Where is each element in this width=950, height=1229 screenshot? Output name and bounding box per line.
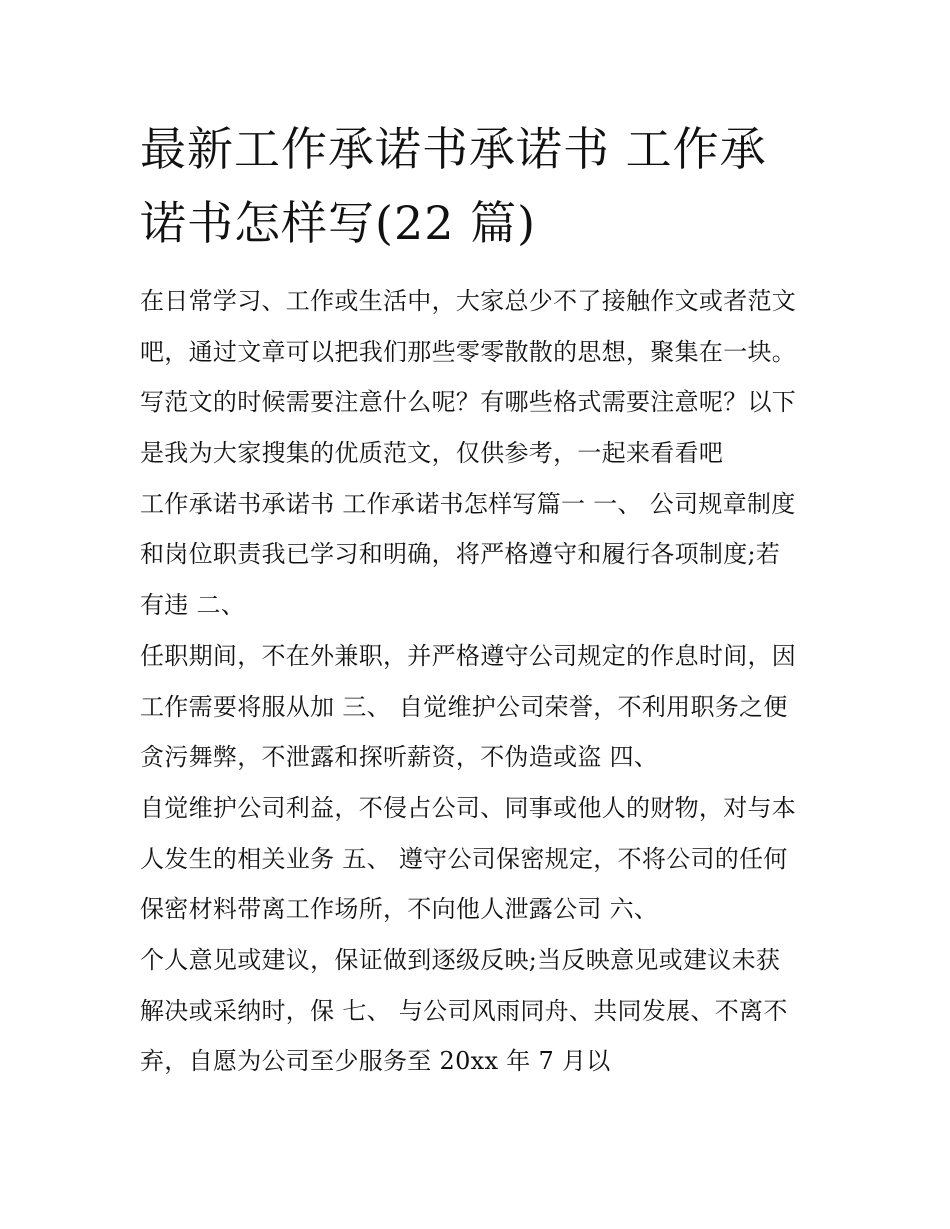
body-line: 是我为大家搜集的优质范文，仅供参考，一起来看看吧 [140, 439, 724, 468]
body-line: 有违 二、 [140, 591, 246, 620]
body-line: 任职期间，不在外兼职，并严格遵守公司规定的作息时间，因 [140, 641, 797, 670]
body-line: 在日常学习、工作或生活中，大家总少不了接触作文或者范文 [140, 287, 797, 315]
body-line: 吧，通过文章可以把我们那些零零散散的思想，聚集在一块。 [140, 337, 797, 366]
title-line: 诺书怎样写(22 篇) [140, 196, 537, 250]
document-title [140, 112, 820, 260]
body-line: 解决或采纳时，保 七、 与公司风雨同舟、共同发展、不离不 [140, 996, 788, 1025]
body-line: 工作承诺书承诺书 工作承诺书怎样写篇一 一、 公司规章制度 [140, 489, 796, 518]
body-line: 人发生的相关业务 五、 遵守公司保密规定，不将公司的任何 [140, 844, 788, 873]
body-line: 保密材料带离工作场所，不向他人泄露公司 六、 [140, 895, 659, 924]
body-line: 和岗位职责我已学习和明确，将严格遵守和履行各项制度;若 [140, 540, 781, 569]
body-line: 自觉维护公司利益，不侵占公司、同事或他人的财物，对与本 [140, 793, 797, 822]
body-line: 写范文的时候需要注意什么呢？有哪些格式需要注意呢？以下 [140, 388, 797, 417]
document-body [140, 276, 840, 1087]
body-line: 工作需要将服从加 三、 自觉维护公司荣誉，不利用职务之便 [140, 692, 788, 721]
title-line: 最新工作承诺书承诺书 工作承 [140, 122, 767, 176]
body-line: 个人意见或建议，保证做到逐级反映;当反映意见或建议未获 [140, 945, 781, 974]
body-line: 贪污舞弊，不泄露和探听薪资，不伪造或盗 四、 [140, 743, 659, 772]
body-line: 弃，自愿为公司至少服务至 20xx 年 7 月以 [140, 1047, 611, 1076]
